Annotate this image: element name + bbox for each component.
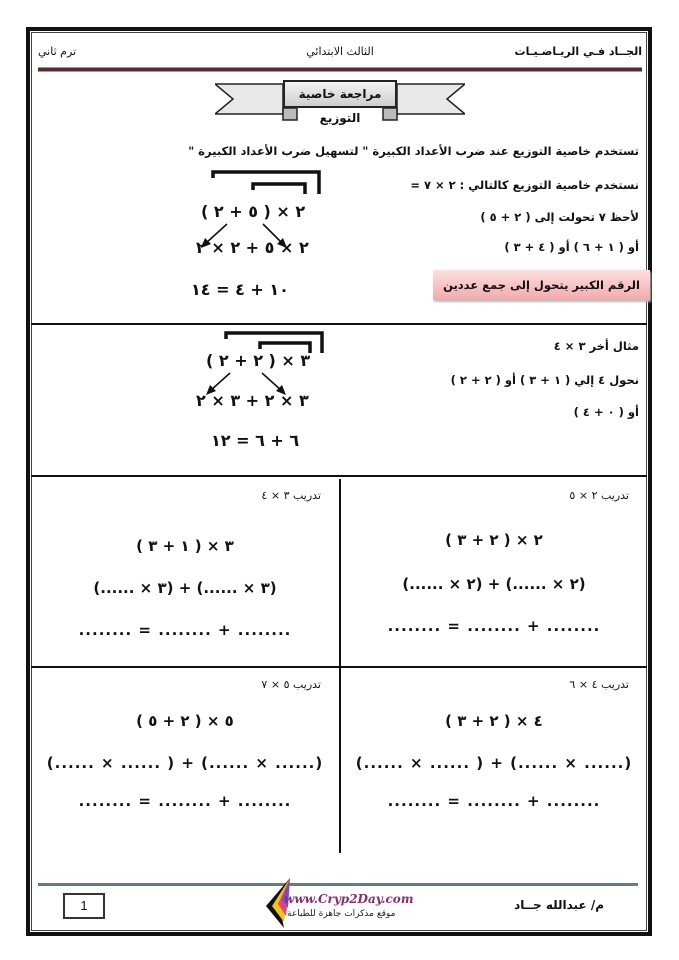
exercise-title: تدريب ٣ × ٤ [261, 489, 321, 502]
exercise-card [31, 479, 339, 666]
note-line: لأحظ ٧ تحولت إلى ( ٢ + ٥ ) [480, 210, 639, 224]
exercise-title: تدريب ٤ × ٦ [569, 678, 629, 691]
example-result: ٦ + ٦ = ١٢ [211, 431, 300, 450]
title-banner [215, 72, 465, 125]
logo-url: www.Cryp2Day.com [284, 892, 414, 906]
exercise-expression: ٥ × ( ٢ + ٥ ) [136, 712, 234, 730]
page-number: 1 [63, 893, 105, 919]
exercise-fill-result[interactable]: ........ + ........ = ........ [78, 621, 292, 639]
exercise-fill-expanded[interactable]: (...... × ......) + ( ...... × ......) [355, 754, 633, 772]
tip-callout: الرقم الكبير يتحول إلى جمع عددين [433, 270, 650, 300]
distribution-expanded: ٢ × ٥ + ٢ × ٢ [196, 238, 309, 257]
exercise-grid [31, 479, 647, 854]
site-logo [262, 872, 442, 932]
exercise-title: تدريب ٢ × ٥ [569, 489, 629, 502]
exercise-expression: ٤ × ( ٢ + ٣ ) [445, 712, 543, 730]
example-expanded: ٣ × ٢ + ٣ × ٢ [196, 391, 309, 410]
page-header [38, 45, 642, 63]
usage-line: نستخدم خاصية التوزيع كالتالي : ٢ × ٧ = [410, 178, 639, 192]
section-another-example [31, 327, 647, 477]
distribution-expression: ٢ × ( ٥ + ٢ ) [201, 202, 306, 221]
exercise-expression: ٢ × ( ٢ + ٣ ) [445, 531, 543, 549]
exercise-card [339, 479, 647, 666]
intro-line: تستخدم خاصية التوزيع عند ضرب الأعداد الكبيرة " لتسهيل ضرب الأعداد الكبيرة " [188, 144, 639, 158]
example-title: مثال أخر ٣ × ٤ [553, 339, 639, 353]
exercise-fill-expanded[interactable]: (...... × ......) + ( ...... × ......) [46, 754, 324, 772]
exercise-title: تدريب ٥ × ٧ [261, 678, 321, 691]
subject-title: الجــاد فـي الريـاضـيـات [514, 45, 642, 58]
exercise-card [339, 666, 647, 853]
grade-label: الثالث الابتدائي [306, 45, 374, 58]
exercise-fill-result[interactable]: ........ + ........ = ........ [78, 792, 292, 810]
exercise-fill-expanded[interactable]: (٣ × ......) + (٣ × ......) [93, 579, 277, 597]
term-label: ترم ثاني [38, 45, 77, 58]
convert-line: نحول ٤ إلي ( ١ + ٣ ) أو ( ٢ + ٢ ) [450, 373, 639, 387]
alt-line-2: أو ( ٠ + ٤ ) [573, 405, 639, 419]
exercise-card [31, 666, 339, 853]
exercise-expression: ٣ × ( ١ + ٣ ) [136, 537, 234, 555]
exercise-fill-result[interactable]: ........ + ........ = ........ [387, 617, 601, 635]
author-name: م/ عبدالله جــاد [514, 898, 604, 912]
example-expression: ٣ × ( ٢ + ٢ ) [206, 351, 311, 370]
section-distributive-intro [31, 120, 647, 325]
distribution-result: ١٠ + ٤ = ١٤ [191, 280, 289, 299]
alt-line: أو ( ١ + ٦ ) أو ( ٤ + ٣ ) [504, 240, 639, 254]
logo-tagline: موقع مذكرات جاهزة للطباعة [287, 909, 396, 919]
exercise-fill-result[interactable]: ........ + ........ = ........ [387, 792, 601, 810]
banner-title: مراجعة خاصية التوزيع [283, 80, 397, 108]
exercise-fill-expanded[interactable]: (٢ × ......) + (٢ × ......) [402, 575, 586, 593]
